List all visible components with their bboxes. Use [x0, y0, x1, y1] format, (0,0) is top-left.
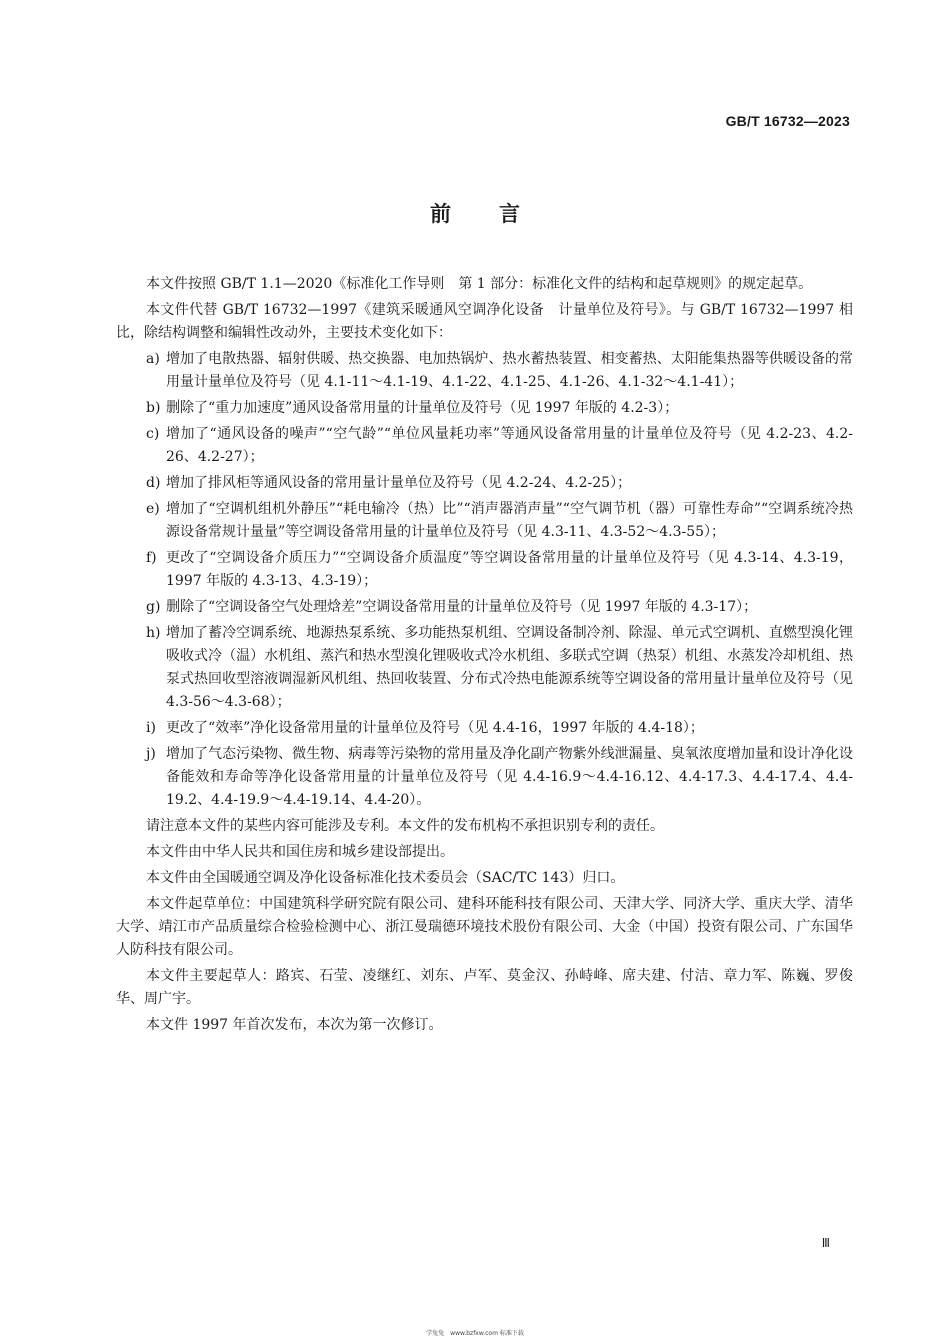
item-marker: i)	[146, 720, 156, 736]
change-item-e	[116, 498, 853, 544]
paragraph-committee: 本文件由全国暖通空调及净化设备标准化技术委员会（SAC/TC 143）归口。	[146, 870, 625, 886]
item-marker: a)	[146, 351, 160, 367]
paragraph-patent-notice: 请注意本文件的某些内容可能涉及专利。本文件的发布机构不承担识别专利的责任。	[146, 818, 664, 834]
paragraph-replacement: 本文件代替 GB/T 16732—1997《建筑采暖通风空调净化设备 计量单位及符号》。与 GB/T 16732—1997 相比，除结构调整和编辑性改动外，主要技术变化如下：	[116, 302, 853, 341]
item-text: 增加了蓄冷空调系统、地源热泵系统、多功能热泵机组、空调设备制冷剂、除湿、单元式空调机、直燃型溴化锂吸收式冷（温）水机组、蒸汽和热水型溴化锂吸收式冷水机组、多联式空调（热泵）机组、水蒸发冷却机组、热泵式热回收型溶液调湿新风机组、热回收装置、分布式冷热电能源系统等空调设备的常用量计量单位及符号（见 4.3-56～4.3-68）；	[166, 625, 853, 710]
item-text: 增加了“通风设备的噪声”“空气龄”“单位风量耗功率”等通风设备常用量的计量单位及符号（见 4.2-23、4.2-26、4.2-27）；	[166, 426, 853, 465]
change-item-g	[116, 596, 853, 619]
item-marker: d)	[146, 475, 161, 491]
page-title: 前言	[430, 202, 568, 226]
item-marker: f)	[146, 550, 157, 566]
paragraph-drafters: 本文件主要起草人：路宾、石莹、凌继红、刘东、卢军、莫金汉、孙峙峰、席夫建、付洁、章力军、陈巍、罗俊华、周广宇。	[116, 968, 853, 1007]
item-text: 增加了电散热器、辐射供暖、热交换器、电加热锅炉、热水蓄热装置、相变蓄热、太阳能集热器等供暖设备的常用量计量单位及符号（见 4.1-11～4.1-19、4.1-22、4.1-25、4.1-26、4.1-32～4.1-41）；	[166, 351, 853, 390]
item-text: 更改了“效率”净化设备常用量的计量单位及符号（见 4.4-16，1997 年版的 4.4-18）；	[166, 720, 704, 736]
change-item-d	[116, 472, 853, 495]
change-item-b	[116, 397, 853, 420]
paragraph-drafting-rules: 本文件按照 GB/T 1.1—2020《标准化工作导则 第 1 部分：标准化文件的结构和起草规则》的规定起草。	[146, 276, 813, 292]
change-item-c	[116, 423, 853, 469]
item-marker: e)	[146, 501, 160, 517]
item-marker: b)	[146, 400, 161, 416]
footer-watermark: 学兔兔 www.bzfxw.com 标准下载	[426, 1330, 524, 1337]
item-text: 增加了排风柜等通风设备的常用量计量单位及符号（见 4.2-24、4.2-25）；	[166, 475, 632, 491]
change-item-f	[116, 547, 853, 593]
page-number: Ⅲ	[821, 1236, 830, 1250]
paragraph-drafting-units: 本文件起草单位：中国建筑科学研究院有限公司、建科环能科技有限公司、天津大学、同济大学、重庆大学、清华大学、靖江市产品质量综合检验检测中心、浙江曼瑞德环境技术股份有限公司、大金（中国）投资有限公司、广东国华人防科技有限公司。	[116, 896, 853, 958]
item-text: 增加了气态污染物、微生物、病毒等污染物的常用量及净化副产物紫外线泄漏量、臭氧浓度增加量和设计净化设备能效和寿命等净化设备常用量的计量单位及符号（见 4.4-16.9～4.4-16.12、4.4-17.3、4.4-17.4、4.4-19.2、4.4-19.9～4.4-19.14、4.4-20）。	[166, 746, 853, 808]
change-item-j	[116, 743, 853, 812]
standard-number: GB/T 16732—2023	[725, 113, 850, 129]
item-marker: h)	[146, 625, 161, 641]
foreword-body	[116, 273, 853, 1040]
item-text: 更改了“空调设备介质压力”“空调设备介质温度”等空调设备常用量的计量单位及符号（见 4.3-14、4.3-19，1997 年版的 4.3-13、4.3-19）；	[166, 550, 853, 589]
change-item-h	[116, 622, 853, 714]
item-text: 增加了“空调机组机外静压”“耗电输冷（热）比”“消声器消声量”“空气调节机（器）可靠性寿命”“空调系统冷热源设备常规计量量”等空调设备常用量的计量单位及符号（见 4.3-11、4.3-52～4.3-55）；	[166, 501, 853, 540]
change-item-i	[116, 717, 853, 740]
paragraph-proposer: 本文件由中华人民共和国住房和城乡建设部提出。	[146, 844, 454, 860]
change-item-a	[116, 348, 853, 394]
item-marker: g)	[146, 599, 161, 615]
item-marker: c)	[146, 426, 160, 442]
item-text: 删除了“重力加速度”通风设备常用量的计量单位及符号（见 1997 年版的 4.2-3）；	[166, 400, 679, 416]
item-marker: j)	[146, 746, 156, 762]
item-text: 删除了“空调设备空气处理焓差”空调设备常用量的计量单位及符号（见 1997 年版的 4.3-17）；	[166, 599, 758, 615]
paragraph-history: 本文件 1997 年首次发布，本次为第一次修订。	[146, 1017, 443, 1033]
